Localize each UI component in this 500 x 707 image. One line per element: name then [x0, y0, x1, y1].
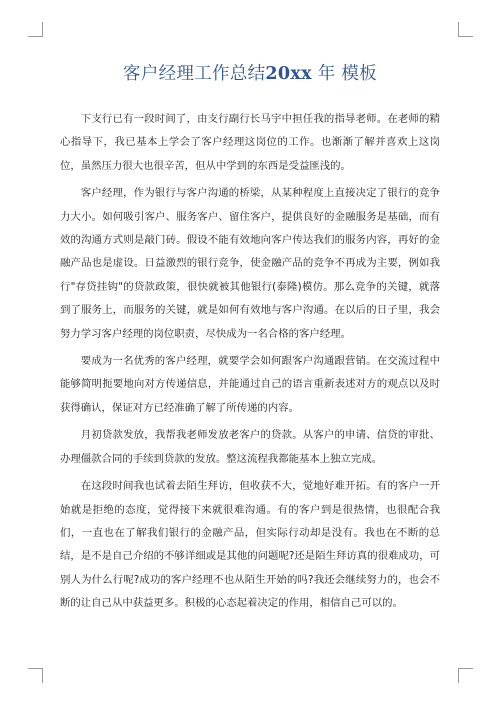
crop-mark-top-right	[458, 22, 473, 37]
crop-mark-bottom-left	[28, 668, 43, 683]
document-body	[60, 108, 440, 620]
title-suffix: 年 模板	[317, 64, 377, 84]
document-title	[60, 62, 440, 86]
paragraph-2: 客户经理，作为银行与客户沟通的桥梁，从某种程度上直接决定了银行的竞争力大小。如何吸引客户、服务客户、留住客户，提供良好的金融服务是基础，而有效的沟通方式则是敲门砖。假设不能有效地向客户传达我们的服务内容，再好的金融产品也是虚设。日益激烈的银行竞争，使金融产品的竞争不再成为主要，例如我行"存贷挂钩"的贷款政策，很快就被其他银行(泰隆)模仿。那么竞争的关键，就落到了服务上，而服务的关键，就是如何有效地与客户沟通。在以后的日子里，我会努力学习客户经理的岗位职责，尽快成为一名合格的客户经理。	[60, 187, 440, 340]
paragraph-5: 在这段时间我也试着去陌生拜访，但收获不大，觉地好难开拓。有的客户一开始就是拒绝的态度，觉得接下来就很难沟通。有的客户到是很热情，也很配合我们，一直也在了解我们银行的金融产品，但实际行动却是没有。我也在不断的总结，是不是自己介绍的不够详细或是其他的问题呢?还是陌生拜访真的很难成功，可别人为什么行呢?成功的客户经理不也从陌生开始的吗?我还会继续努力的，也会不断的让自己从中获益更多。积极的心态起着决定的作用，相信自己可以的。	[60, 480, 440, 610]
title-main: 客户经理工作总结	[123, 64, 266, 84]
title-year: 20xx	[265, 64, 312, 84]
paragraph-4: 月初贷款发放，我帮我老师发放老客户的贷款。从客户的申请、信贷的审批、办理僵款合同的手续到贷款的发放。整这流程我都能基本上独立完成。	[60, 429, 440, 465]
paragraph-3: 要成为一名优秀的客户经理，就要学会如何跟客户沟通跟营销。在交流过程中能够简明扼要地向对方传递信息，并能通过自己的语言重新表述对方的观点以及时获得确认，保证对方已经准确了解了所传递的内容。	[60, 355, 440, 414]
crop-mark-top-left	[28, 22, 43, 37]
crop-mark-bottom-right	[458, 668, 473, 683]
paragraph-1: 下支行已有一段时间了，由支行副行长马宇中担任我的指导老师。在老师的精心指导下，我已基本上学会了客户经理这岗位的工作。也渐渐了解并喜欢上这岗位，虽然压力很大也很辛苦，但从中学到的东西是受益匪浅的。	[60, 113, 440, 172]
